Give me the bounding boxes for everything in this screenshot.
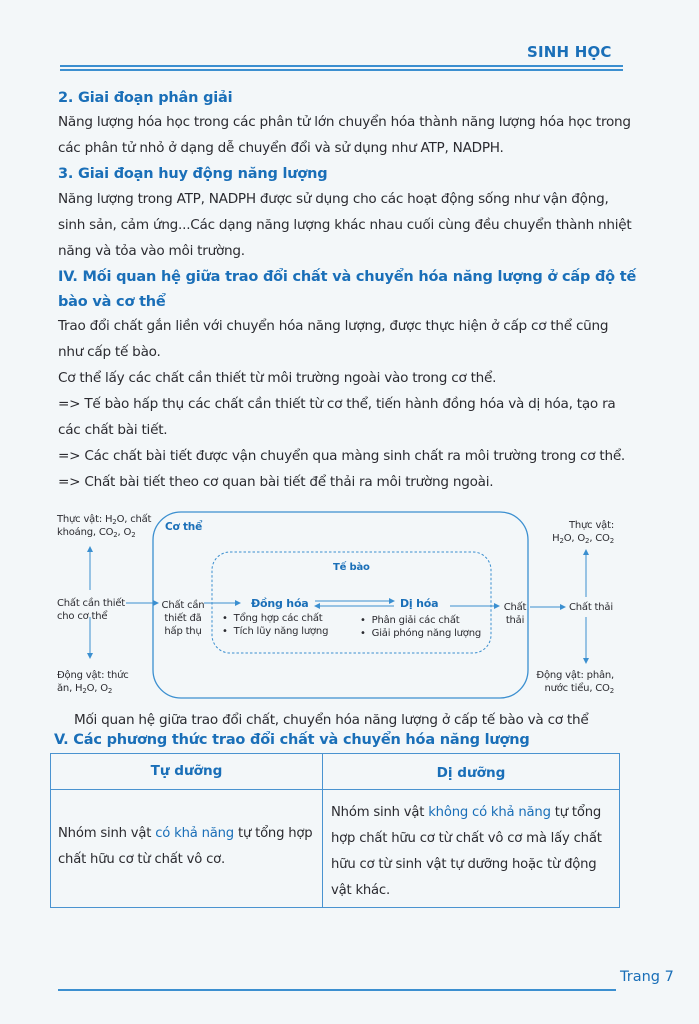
text-line: năng và tỏa vào môi trường. — [58, 243, 245, 259]
page-number: Trang 7 — [620, 969, 674, 985]
text-line: sinh sản, cảm ứng...Các dạng năng lượng khác nhau cuối cùng đều chuyển thành nhiệt — [58, 217, 632, 233]
animals-input-label: Động vật: thức ăn, $H_2O$, $O_2$ — [57, 670, 129, 695]
section-v-heading: V. Các phương thức trao đổi chất và chuyển hóa năng lượng — [54, 732, 530, 748]
footer-rule — [58, 989, 616, 991]
section-iv-body — [58, 313, 643, 495]
table-border-top — [50, 753, 620, 754]
needed-substances-label: Chất cần thiết cho cơ thể — [57, 598, 126, 622]
table-cell-autotroph: Nhóm sinh vật có khả năng tự tổng hợp chất hữu cơ từ chất vô cơ. — [58, 826, 313, 867]
header-rule — [60, 65, 623, 67]
table-header-divider — [50, 789, 620, 790]
section-3-body — [58, 186, 643, 264]
body-box — [153, 512, 528, 698]
section-2-heading: 2. Giai đoạn phân giải — [58, 90, 233, 106]
plants-output-label: Thực vật: $H_2O$, $O_2$, $CO_2$ — [552, 520, 614, 545]
animals-output-label: Động vật: phân, nước tiểu, $CO_2$ — [536, 670, 614, 695]
text-line: các phân tử nhỏ ở dạng dễ chuyển đổi và sử dụng như ATP, NADPH. — [58, 140, 504, 156]
subject-title: SINH HỌC — [527, 43, 612, 61]
diagram-caption: Mối quan hệ giữa trao đổi chất, chuyển hóa năng lượng ở cấp tế bào và cơ thể — [74, 712, 589, 728]
plants-input-label: Thực vật: $H_2O$, chất khoáng, $CO_2$, $O_2$ — [57, 514, 152, 539]
absorbed-substances-label: Chất cần thiết đã hấp thụ — [161, 600, 205, 637]
catabolism-list — [360, 614, 481, 640]
text-line: Trao đổi chất gắn liền với chuyển hóa năng lượng, được thực hiện ở cấp cơ thể cũng — [58, 318, 609, 334]
table-cell-heterotroph: Nhóm sinh vật không có khả năng tự tổng hợp chất hữu cơ từ chất vô cơ mà lấy chất hữu cơ từ sinh vật tự dưỡng hoặc từ động vật khác. — [331, 805, 602, 898]
anabolism-title: Đồng hóa — [251, 597, 309, 610]
list-item: • Giải phóng năng lượng — [360, 628, 481, 639]
table-header-autotroph: Tự dưỡng — [150, 763, 223, 779]
section-iv-heading-line1: IV. Mối quan hệ giữa trao đổi chất và chuyển hóa năng lượng ở cấp độ tế — [58, 269, 637, 285]
body-label: Cơ thể — [165, 521, 202, 533]
text-line: Cơ thể lấy các chất cần thiết từ môi trường ngoài vào trong cơ thể. — [58, 370, 497, 386]
inner-waste-label: Chất thải — [503, 602, 527, 626]
table-header-heterotroph: Dị dưỡng — [436, 765, 506, 781]
anabolism-list — [222, 612, 328, 638]
header-rule — [60, 69, 623, 71]
section-2-body — [58, 109, 643, 161]
outer-waste-label: Chất thải — [569, 602, 613, 613]
table-border-bottom — [50, 907, 620, 908]
catabolism-title: Dị hóa — [400, 597, 439, 610]
section-3-heading: 3. Giai đoạn huy động năng lượng — [58, 166, 328, 182]
cell-label: Tế bào — [333, 562, 370, 573]
text-line: => Các chất bài tiết được vận chuyển qua màng sinh chất ra môi trường trong cơ thể. — [58, 448, 626, 464]
text-line: các chất bài tiết. — [58, 422, 168, 438]
table-border-right — [619, 753, 620, 908]
text-line: như cấp tế bào. — [58, 344, 161, 360]
text-line: Năng lượng trong ATP, NADPH được sử dụng cho các hoạt động sống như vận động, — [58, 191, 609, 207]
list-item: • Tổng hợp các chất — [222, 613, 323, 624]
text-line: Năng lượng hóa học trong các phân tử lớn chuyển hóa thành năng lượng hóa học trong — [58, 114, 631, 130]
list-item: • Tích lũy năng lượng — [222, 626, 329, 637]
text-line: => Tế bào hấp thụ các chất cần thiết từ cơ thể, tiến hành đồng hóa và dị hóa, tạo ra — [58, 396, 616, 412]
text-line: => Chất bài tiết theo cơ quan bài tiết để thải ra môi trường ngoài. — [58, 474, 494, 490]
list-item: • Phân giải các chất — [360, 615, 460, 626]
section-iv-heading-line2: bào và cơ thể — [58, 294, 166, 310]
